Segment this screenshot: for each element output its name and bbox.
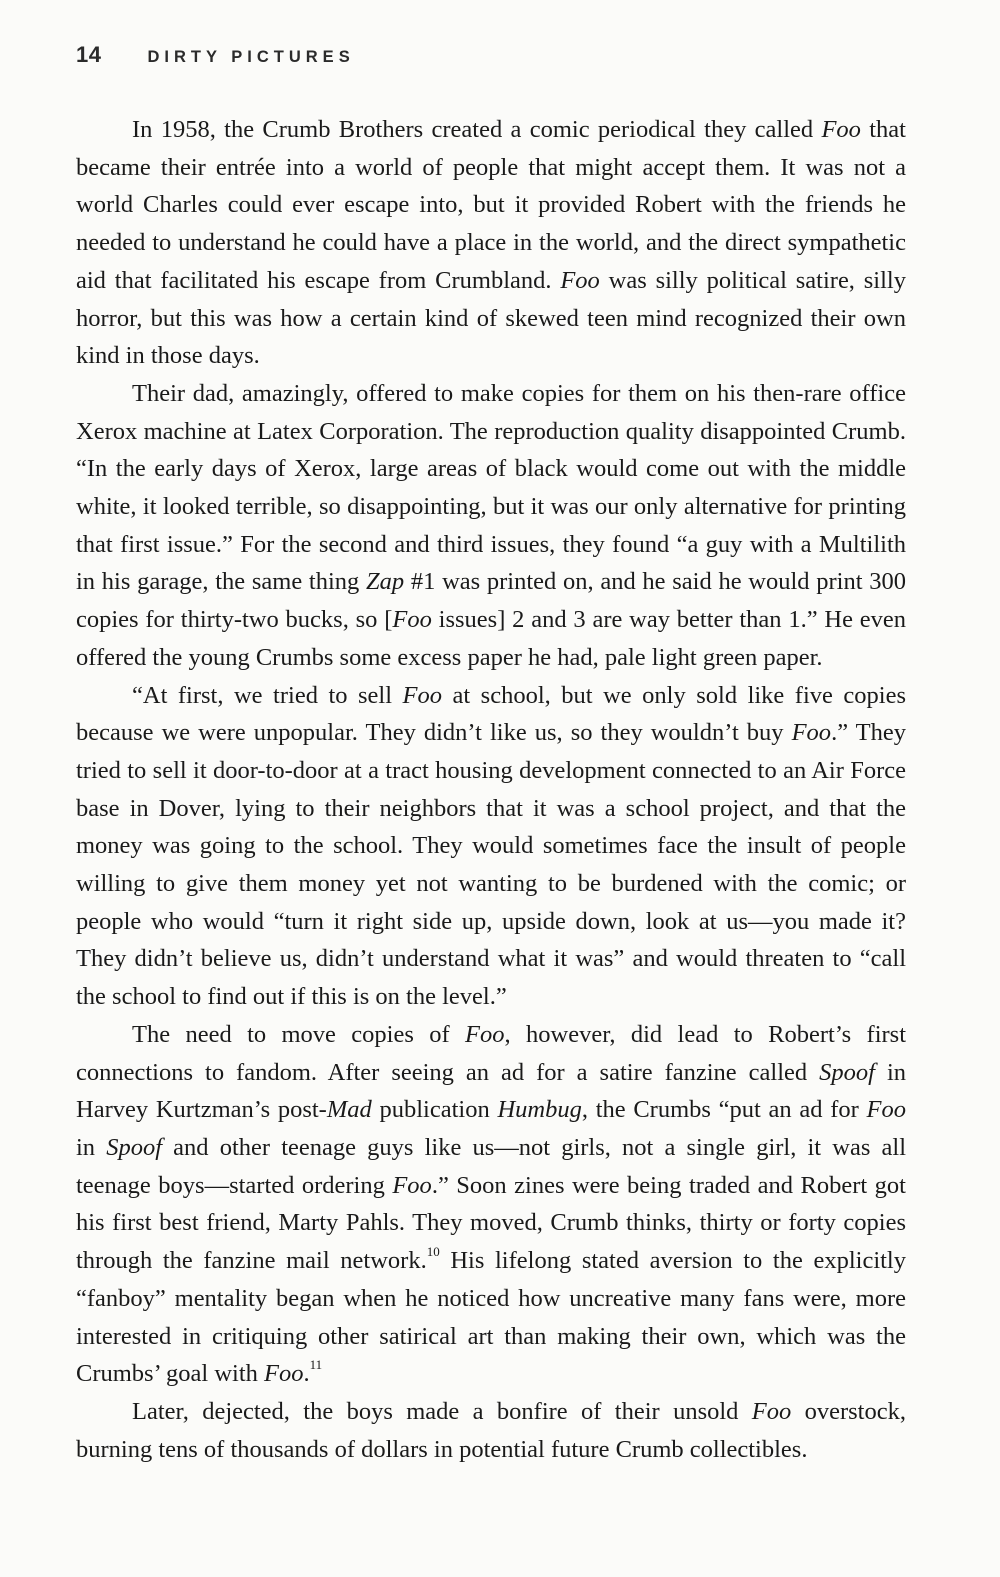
paragraph: “At first, we tried to sell Foo at school, but we only sold like five copies because we were unpopular. They didn’t like us, so they wouldn’t buy Foo.” They tried to sell it door-to-door at a tract housing development connected to an Air Force base in Dover, lying to their neighbors that it was a school project, and that the money was going to the school. They would sometimes face the insult of people willing to give them money yet not wanting to be burdened with the comic; or people who would “turn it right side up, upside down, look at us—you made it? They didn’t believe us, didn’t understand what it was” and would threaten to “call the school to find out if this is on the level.” [76, 681, 906, 1011]
paragraph: The need to move copies of Foo, however, did lead to Robert’s first connections to fandom. After seeing an ad for a satire fanzine called Spoof in Harvey Kurtzman’s post-Mad publication Humbug, the Crumbs “put an ad for Foo in Spoof and other teenage guys like us—not girls, not a single girl, it was all teenage boys—started ordering Foo.” Soon zines were being traded and Robert got his first best friend, Marty Pahls. They moved, Crumb thinks, thirty or forty copies through the fanzine mail network.$^{10}$ His lifelong stated aversion to the explicitly “fanboy” mentality began when he noticed how uncreative many fans were, more interested in critiquing other satirical art than making their own, which was the Crumbs’ goal with Foo.$^{11}$ [76, 1020, 907, 1388]
paragraph: In 1958, the Crumb Brothers created a comic periodical they called Foo that became their entrée into a world of people that might accept them. It was not a world Charles could ever escape into, but it provided Robert with the friends he needed to understand he could have a place in the world, and the direct sympathetic aid that facilitated his escape from Crumbland. Foo was silly political satire, silly horror, but this was how a certain kind of skewed teen mind recognized their own kind in those days. [76, 116, 906, 370]
running-header [76, 42, 355, 68]
body-text [76, 111, 906, 1468]
paragraph: Their dad, amazingly, offered to make copies for them on his then-rare office Xerox machine at Latex Corporation. The reproduction quality disappointed Crumb. “In the early days of Xerox, large areas of black would come out with the middle white, it looked terrible, so disappointing, but it was our only alternative for printing that first issue.” For the second and third issues, they found “a guy with a Multilith in his garage, the same thing Zap #1 was printed on, and he said he would print 300 copies for thirty-two bucks, so [Foo issues] 2 and 3 are way better than 1.” He even offered the young Crumbs some excess paper he had, pale light green paper. [76, 379, 907, 671]
footnote-marker: 11 [309, 1357, 323, 1373]
footnote-marker: 10 [426, 1244, 440, 1260]
page-number: 14 [76, 42, 102, 67]
book-title: DIRTY PICTURES [147, 48, 355, 66]
paragraph: Later, dejected, the boys made a bonfire of their unsold Foo overstock, burning tens of thousands of dollars in potential future Crumb collectibles. [76, 1397, 906, 1463]
